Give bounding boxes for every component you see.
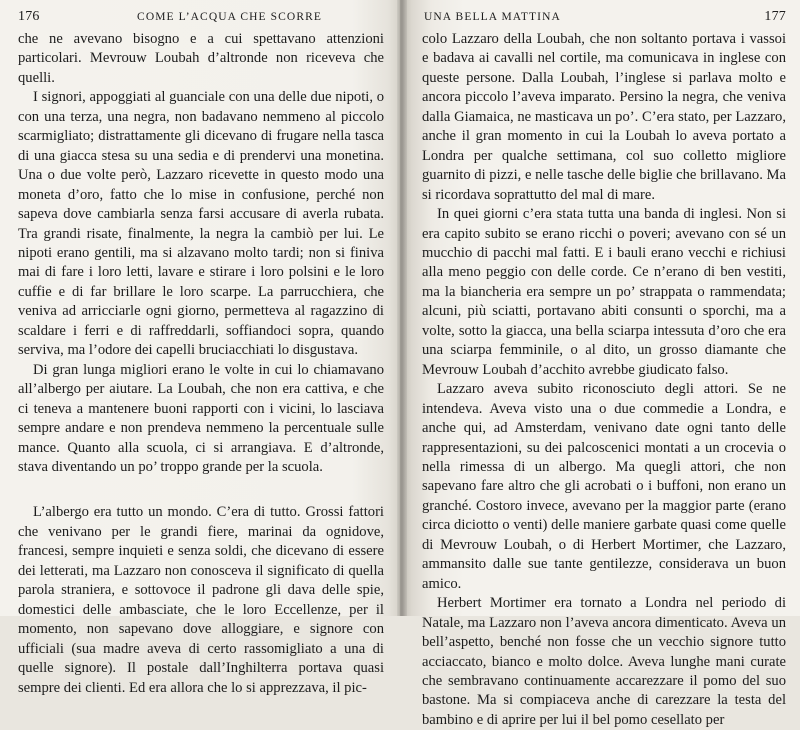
right-page-number: 177 [764, 9, 786, 24]
left-page-number: 176 [18, 9, 40, 24]
section-break [18, 477, 384, 503]
right-running-title: UNA BELLA MATTINA [424, 11, 561, 23]
paragraph: Lazzaro aveva subito riconosciuto degli attori. Se ne intendeva. Aveva visto una o due commedie a Londra, e anche qui, ad Amsterdam, venivano date ogni tanto delle rappresentazioni, su dei palcoscenici montati a un crocevia o nella rimessa di un albergo. Ma quegli attori, che non sapevano fare altro che gli acrobati o i buffoni, non erano un granché. Costoro invece, avevano per la maggior parte (erano circa diciotto o venti) delle maniere garbate quasi come quelle di Mevrouw Loubah, o di Herbert Mortimer, che Lazzaro, ammansito dalle sue tante gentilezze, considerava un buon amico. [422, 381, 786, 592]
paragraph: In quei giorni c’era stata tutta una banda di inglesi. Non si era capito subito se erano ricchi o poveri; avevano con sé un mucchio di pacchi mal fatti. E i bauli erano vecchi e richiusi alla meno peggio con delle corde. Ce n’erano di ben vestiti, ma la biancheria era sempre un po’ strappata o rammendata; alcuni, più sciatti, portavano abiti consunti o sporchi, ma a volte, sotto la giacca, una bella sciarpa intessuta d’oro che era una sciarpa femminile, o al dito, un grosso diamante che Mevrouw Loubah d’acchito avrebbe giudicato falso. [422, 206, 786, 378]
paragraph: I signori, appoggiati al guanciale con una delle due nipoti, o con una terza, una negra, non badavano nemmeno al piccolo scarmigliato; distrattamente gli dicevano di frugare nella tasca di una giacca stesa su una sedia e di prendervi una monetina. Una o due volte però, Lazzaro ricevette in questo modo una moneta d’oro, fatto che lo mise in confusione, perché non sapeva dove cambiarla senza farsi accusare di averla rubata. Tra grandi risate, finalmente, la negra la cambiò per lui. Le nipoti erano gentili, ma si alzavano molto tardi; non si finiva mai di fare i loro letti, lavare e stirare i loro polsini e le loro cuffie e di far brillare le loro scarpe. La parrucchiera, che veniva ad arricciarle ogni giorno, permetteva al ragazzino di scaldare i ferri e di raffreddarli, soffiandoci sopra, quando serviva, ma l’odore dei capelli bruciacchiati lo disgustava. [18, 89, 384, 359]
paragraph: colo Lazzaro della Loubah, che non soltanto portava i vassoi e badava ai cavalli nel cortile, ma comunicava in inglese con queste persone. Dalla Loubah, l’inglese si parlava molto e ancora piccolo l’aveva imparato. Persino la negra, che veniva dalla Giamaica, ne masticava un po’. C’era stato, per Lazzaro, anche il gran momento in cui la Loubah lo aveva portato a Londra per qualche settimana, col suo colletto migliore guarnito di pizzi, e nelle tasche delle biglie che brillavano. Ma si ricordava soprattutto del mal di mare. [422, 31, 786, 203]
book-gutter-shadow [397, 0, 407, 616]
right-running-head [422, 6, 786, 28]
right-page [400, 0, 800, 728]
left-text-block [18, 30, 384, 698]
right-text-block [422, 30, 786, 730]
left-running-head [18, 6, 384, 28]
paragraph: che ne avevano bisogno e a cui spettavano attenzioni particolari. Mevrouw Loubah d’altronde non riceveva che quelli. [18, 31, 384, 86]
paragraph: L’albergo era tutto un mondo. C’era di tutto. Grossi fattori che venivano per le grandi fiere, marinai da ognidove, francesi, sempre inquieti e senza soldi, che dicevano di essere dei letterati, ma Lazzaro non conosceva il significato di quella parola straniera, e sottovoce il padrone gli dava delle spie, domestici delle ambasciate, che le loro Eccellenze, per il momento, non sapevano dove alloggiare, e signore con ufficiali (sua madre aveva di certo rassomigliato a una di quelle signore). Il postale dall’Inghilterra portava quasi sempre dei clienti. Ed era allora che lo si apprezzava, il pic- [18, 504, 384, 696]
left-page [0, 0, 400, 696]
left-running-title: COME L’ACQUA CHE SCORRE [137, 11, 322, 23]
paragraph: Herbert Mortimer era tornato a Londra nel periodo di Natale, ma Lazzaro non l’aveva ancora dimenticato. Aveva un bell’aspetto, benché non fosse che un vecchio signore tutto acciaccato, bianco e molto dolce. Aveva lunghe mani curate che sembravano continuamente accarezzare il pomo del suo bastone. Ma si compiaceva anche di carezzare la testa del bambino e di aprire per lui il bel pomo cesellato per [422, 595, 786, 728]
paragraph: Di gran lunga migliori erano le volte in cui lo chiamavano all’albergo per aiutare. La Loubah, che non era cattiva, e che ci teneva a mantenere buoni rapporti con i vicini, lo lasciava sempre andare e non prendeva nemmeno la percentuale sulle mance. Quanto alla scuola, ci si arrangiava. E d’altronde, stava diventando un po’ troppo grande per la scuola. [18, 361, 384, 475]
